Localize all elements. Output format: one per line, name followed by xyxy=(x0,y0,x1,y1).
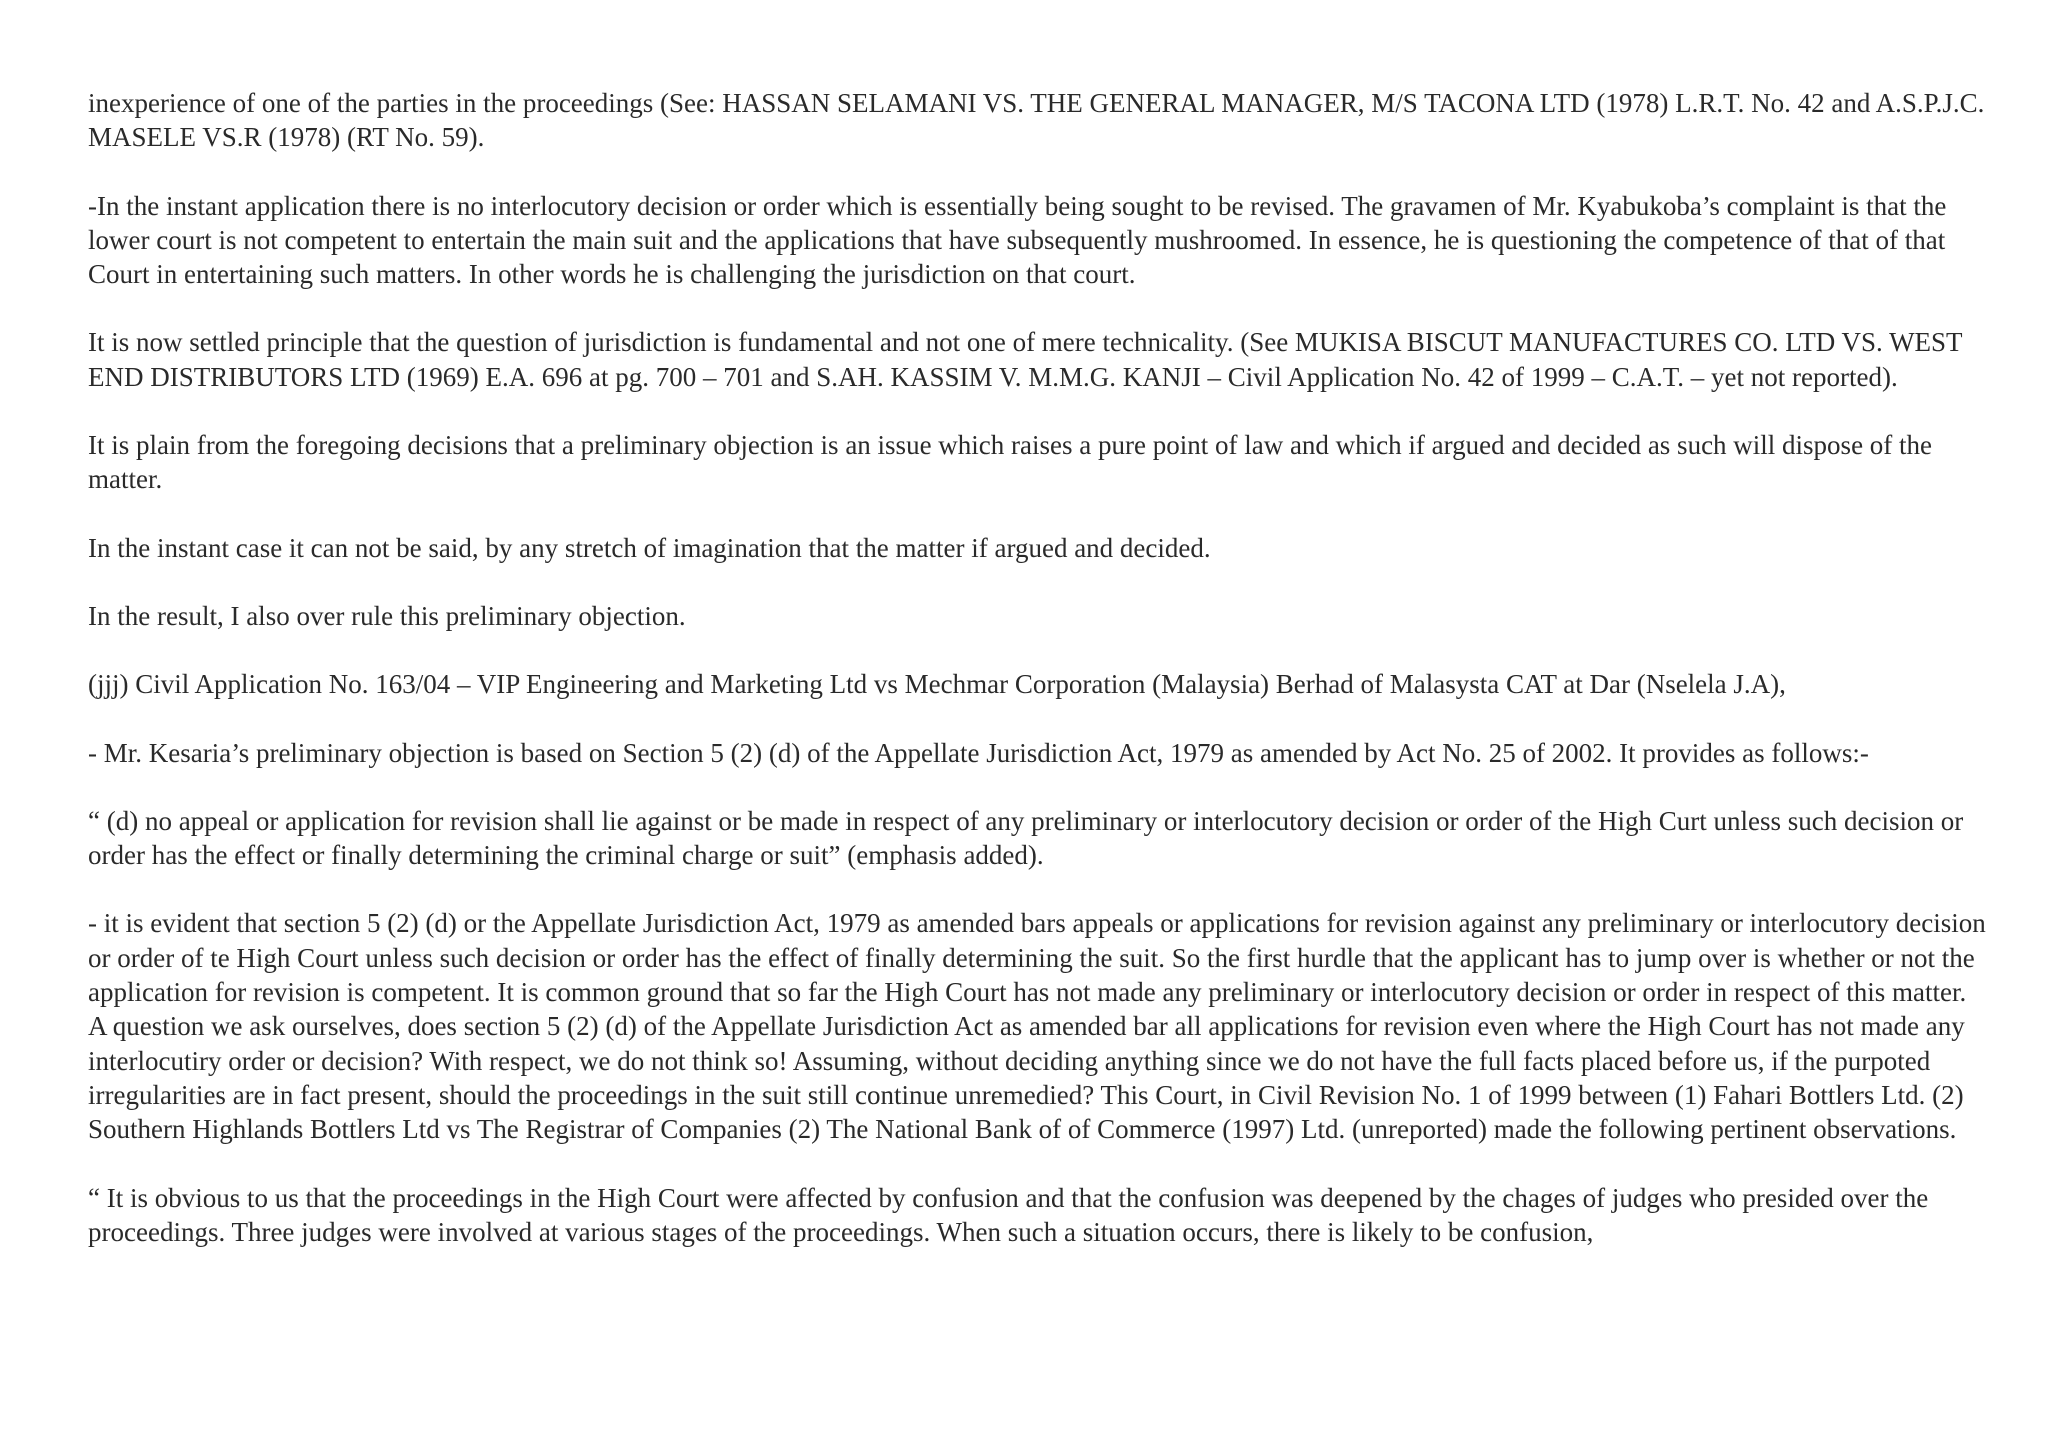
quoted-paragraph: “ It is obvious to us that the proceedings in the High Court were affected by confusion and that the confusion was deepened by the chages of judges who presided over the proceedings. Three judges were involved at various stages of the proceedings. When such a situation occurs, there is likely to be confusion, xyxy=(88,1182,1929,1247)
paragraph: inexperience of one of the parties in the proceedings (See: HASSAN SELAMANI VS. THE GENERAL MANAGER, M/S TACONA LTD (1978) L.R.T. No. 42 and A.S.P.J.C. MASELE VS.R (1978) (RT No. 59). xyxy=(88,88,1985,153)
quoted-paragraph: “ (d) no appeal or application for revision shall lie against or be made in respect of any preliminary or interlocutory decision or order of the High Curt unless such decision or order has the effect or finally determining the criminal charge or suit” (emphasis added). xyxy=(88,805,1964,871)
paragraph: (jjj) Civil Application No. 163/04 – VIP Engineering and Marketing Ltd vs Mechmar Corporation (Malaysia) Berhad of Malasysta CAT at Dar (Nselela J.A), xyxy=(88,669,1786,700)
paragraph: In the instant case it can not be said, by any stretch of imagination that the matter if argued and decided. xyxy=(88,532,1211,563)
document-page xyxy=(88,86,1988,1283)
paragraph: -In the instant application there is no interlocutory decision or order which is essentially being sought to be revised. The gravamen of Mr. Kyabukoba’s complaint is that the lower court is not competent to entertain the main suit and the applications that have subsequently mushroomed. In essence, he is questioning the competence of that of that Court in entertaining such matters. In other words he is challenging the jurisdiction on that court. xyxy=(88,190,1947,290)
paragraph: It is plain from the foregoing decisions that a preliminary objection is an issue which raises a pure point of law and which if argued and decided as such will dispose of the matter. xyxy=(88,430,1933,495)
paragraph: - it is evident that section 5 (2) (d) or the Appellate Jurisdiction Act, 1979 as amended bars appeals or applications for revision against any preliminary or interlocutory decision or order of te High Court unless such decision or order has the effect of finally determining the suit. So the first hurdle that the applicant has to jump over is whether or not the application for revision is competent. It is common ground that so far the High Court has not made any preliminary or interlocutory decision or order in respect of this matter. A question we ask ourselves, does section 5 (2) (d) of the Appellate Jurisdiction Act as amended bar all applications for revision even where the High Court has not made any interlocutiry order or decision? With respect, we do not think so! Assuming, without deciding anything since we do not have the full facts placed before us, if the purpoted irregularities are in fact present, should the proceedings in the suit still continue unremedied? This Court, in Civil Revision No. 1 of 1999 between (1) Fahari Bottlers Ltd. (2) Southern Highlands Bottlers Ltd vs The Registrar of Companies (2) The National Bank of of Commerce (1997) Ltd. (unreported) made the following pertinent observations. xyxy=(88,908,1986,1145)
paragraph: In the result, I also over rule this preliminary objection. xyxy=(88,600,686,631)
paragraph: It is now settled principle that the question of jurisdiction is fundamental and not one of mere technicality. (See MUKISA BISCUT MANUFACTURES CO. LTD VS. WEST END DISTRIBUTORS LTD (1969) E.A. 696 at pg. 700 – 701 and S.AH. KASSIM V. M.M.G. KANJI – Civil Application No. 42 of 1999 – C.A.T. – yet not reported). xyxy=(88,327,1963,392)
paragraph: - Mr. Kesaria’s preliminary objection is based on Section 5 (2) (d) of the Appellate Jurisdiction Act, 1979 as amended by Act No. 25 of 2002. It provides as follows:- xyxy=(88,737,1869,768)
